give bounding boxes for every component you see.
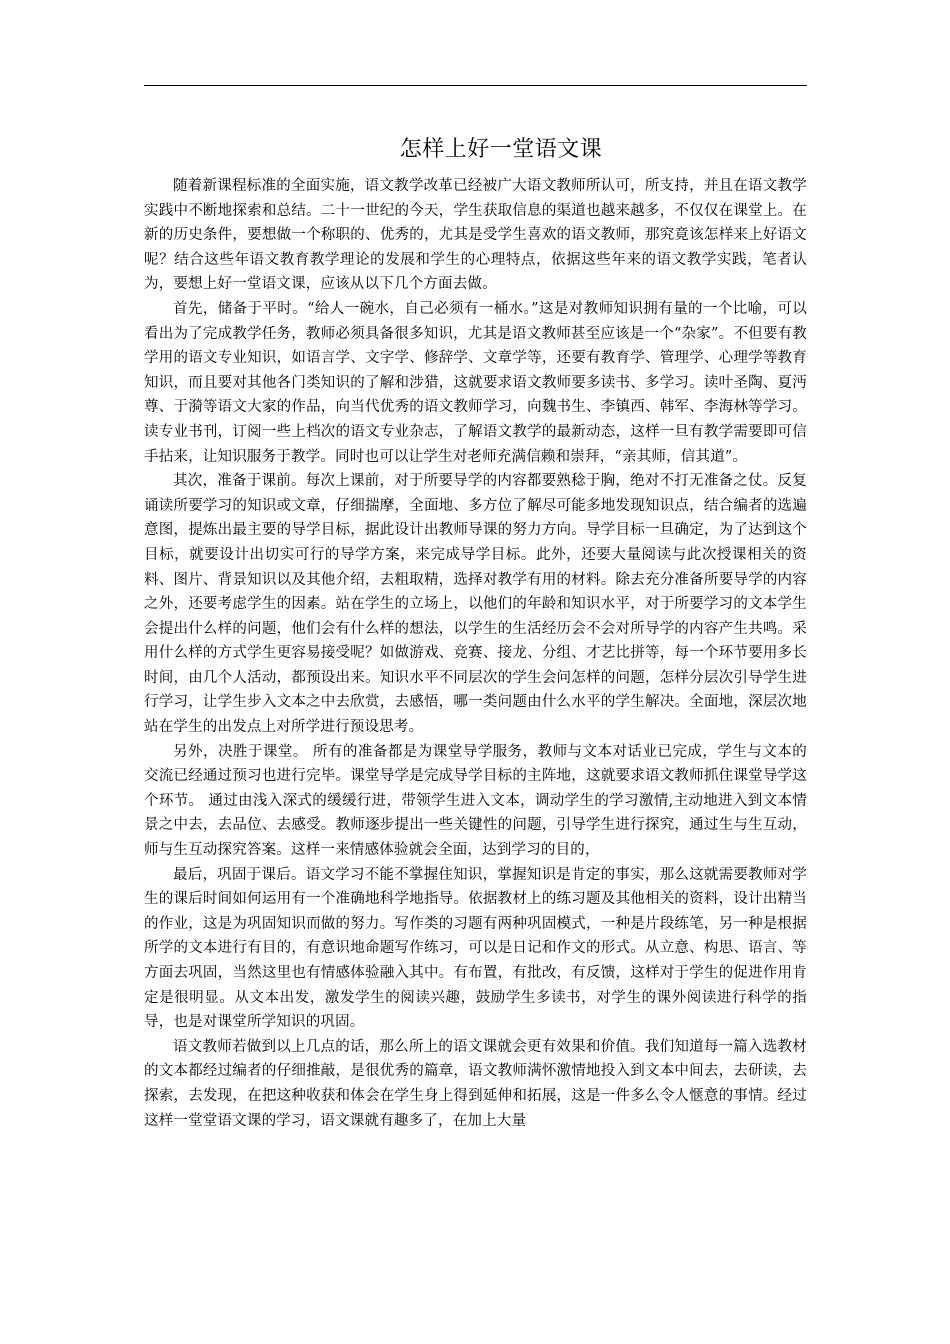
paragraph-fourth: 最后，巩固于课后。语文学习不能不掌握住知识，掌握知识是肯定的事实，那么这就需要教师对学生的课后时间如何运用有一个准确地科学地指导。依据教材上的练习题及其他相关的资料，设计出精当的作业，这是为巩固知识而做的努力。写作类的习题有两种巩固模式，一种是片段练笔，另一种是根据所学的文本进行有目的，有意识地命题写作练习，可以是日记和作文的形式。从立意、构思、语言、等方面去巩固，当然这里也有情感体验融入其中。有布置，有批改，有反馈，这样对于学生的促进作用肯定是很明显。从文本出发，激发学生的阅读兴趣，鼓励学生多读书，对学生的课外阅读进行科学的指导，也是对课堂所学知识的巩固。: [144, 866, 807, 1031]
paragraph-conclusion: 语文教师若做到以上几点的话，那么所上的语文课就会更有效果和价值。我们知道每一篇入选教材的文本都经过编者的仔细推敲，是很优秀的篇章，语文教师满怀激情地投入到文本中间去，去研读，去探索，去发现，在把这种收获和体会在学生身上得到延伸和拓展，这是一件多么令人惬意的事情。经过这样一堂堂语文课的学习，语文课就有趣多了，在加上大量: [144, 1038, 807, 1129]
paragraph-third: 另外，决胜于课堂。 所有的准备都是为课堂导学服务，教师与文本对话业已完成，学生与文本的交流已经通过预习也进行完毕。课堂导学是完成导学目标的主阵地，这就要求语文教师抓住课堂导学这个环节。 通过由浅入深式的缓缓行进，带领学生进入文本，调动学生的学习激情,主动地进入到文本情景之中去，去品位、去感受。教师逐步提出一些关键性的问题，引导学生进行探究，通过生与生互动，师与生互动探究答案。这样一来情感体验就会全面，达到学习的目的，: [144, 743, 807, 859]
paragraph-intro: 随着新课程标准的全面实施，语文教学改革已经被广大语文教师所认可，所支持，并且在语文教学实践中不断地探索和总结。二十一世纪的今天，学生获取信息的渠道也越来越多，不仅仅在课堂上。在新的历史条件，要想做一个称职的、优秀的，尤其是受学生喜欢的语文教师，那究竟该怎样来上好语文呢？结合这些年语文教育教学理论的发展和学生的心理特点，依据这些年来的语文教学实践，笔者认为，要想上好一堂语文课，应该从以下几个方面去做。: [144, 178, 807, 293]
paragraph-second: 其次，准备于课前。每次上课前，对于所要导学的内容都要熟稔于胸，绝对不打无准备之仗。反复诵读所要学习的知识或文章，仔细揣摩，全面地、多方位了解尽可能多地发现知识点，结合编者的选遍意图，提炼出最主要的导学目标，据此设计出教师导课的努力方向。导学目标一旦确定，为了达到这个目标，就要设计出切实可行的导学方案，来完成导学目标。此外，还要大量阅读与此次授课相关的资料、图片、背景知识以及其他介绍，去粗取精，选择对教学有用的材料。除去充分准备所要导学的内容之外，还要考虑学生的因素。站在学生的立场上，以他们的年龄和知识水平，对于所要学习的文本学生会提出什么样的问题，他们会有什么样的想法，以学生的生活经历会不会对所导学的内容产生共鸣。采用什么样的方式学生更容易接受呢？如做游戏、竞赛、接龙、分组、才艺比拼等，每一个环节要用多长时间，由几个人活动，都预设出来。知识水平不同层次的学生会问怎样的问题，怎样分层次引导学生进行学习，让学生步入文本之中去欣赏，去感悟，哪一类问题由什么水平的学生解决。全面地，深层次地站在学生的出发点上对所学进行预设思考。: [144, 473, 807, 736]
document-title: 怎样上好一堂语文课: [399, 137, 603, 162]
document-body: [144, 174, 807, 1133]
paragraph-first: 首先，储备于平时。“给人一碗水，自己必须有一桶水。”这是对教师知识拥有量的一个比喻，可以看出为了完成教学任务，教师必须具备很多知识，尤其是语文教师甚至应该是一个“杂家”。不但要有教学用的语文专业知识，如语言学、文字学、修辞学、文章学等，还要有教育学、管理学、心理学等教育知识，而且要对其他各门类知识的了解和涉猎，这就要求语文教师要多读书、多学习。读叶圣陶、夏沔尊、于漪等语文大家的作品，向当代优秀的语文教师学习，向魏书生、李镇西、韩军、李海林等学习。读专业书刊，订阅一些上档次的语文专业杂志，了解语文教学的最新动态，这样一旦有教学需要即可信手拈来，让知识服务于教学。同时也可以让学生对老师充满信赖和崇拜，“亲其师，信其道”。: [144, 300, 807, 465]
header-rule: [144, 85, 807, 86]
